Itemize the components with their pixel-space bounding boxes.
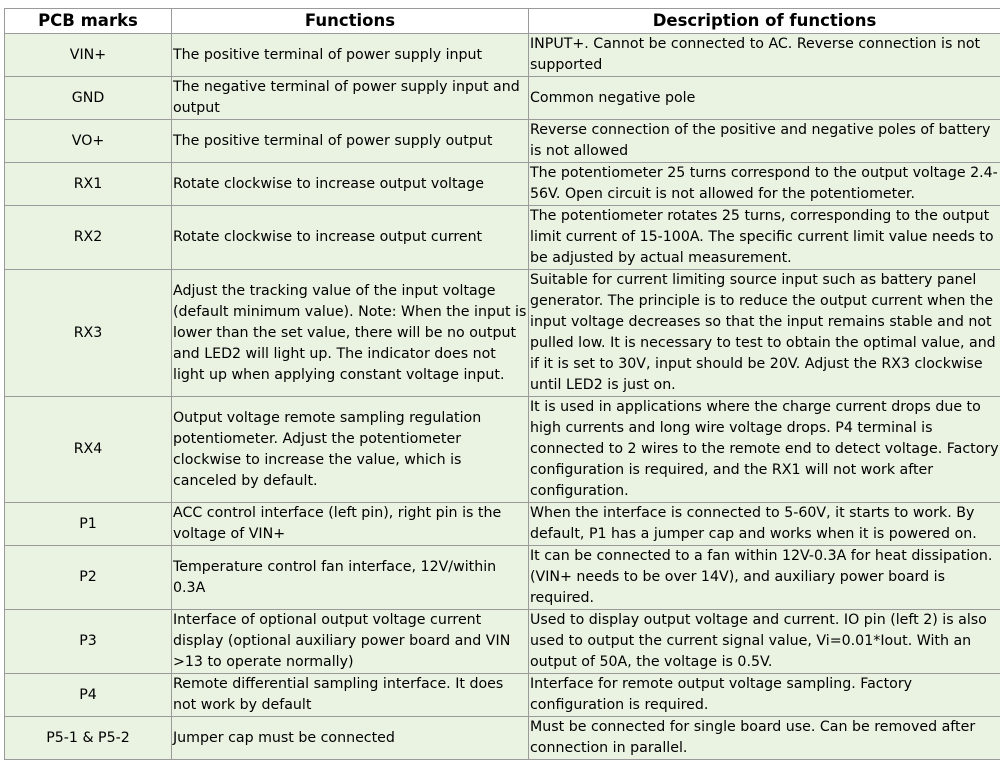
header-functions: Functions: [172, 9, 529, 34]
pcb-mark-cell: RX2: [5, 206, 172, 270]
table-row: [5, 397, 1000, 503]
description-cell: Must be connected for single board use. Can be removed after connection in parallel.: [529, 717, 1000, 760]
table-row: [5, 77, 1000, 120]
description-cell: INPUT+. Cannot be connected to AC. Reverse connection is not supported: [529, 34, 1000, 77]
table-row: [5, 546, 1000, 610]
pcb-mark-cell: RX3: [5, 270, 172, 397]
pcb-mark-cell: P2: [5, 546, 172, 610]
function-cell: ACC control interface (left pin), right pin is the voltage of VIN+: [172, 503, 529, 546]
function-cell: Jumper cap must be connected: [172, 717, 529, 760]
description-cell: Suitable for current limiting source input such as battery panel generator. The principle is to reduce the output current when the input voltage decreases so that the input remains stable and not pulled low. It is necessary to test to obtain the optimal value, and if it is set to 30V, input should be 20V. Adjust the RX3 clockwise until LED2 is just on.: [529, 270, 1000, 397]
function-cell: The positive terminal of power supply input: [172, 34, 529, 77]
pcb-functions-table: [4, 8, 1000, 760]
description-cell: Used to display output voltage and current. IO pin (left 2) is also used to output the current signal value, Vi=0.01*Iout. With an output of 50A, the voltage is 0.5V.: [529, 610, 1000, 674]
description-cell: The potentiometer rotates 25 turns, corresponding to the output limit current of 15-100A. The specific current limit value needs to be adjusted by actual measurement.: [529, 206, 1000, 270]
description-cell: The potentiometer 25 turns correspond to the output voltage 2.4-56V. Open circuit is not allowed for the potentiometer.: [529, 163, 1000, 206]
pcb-mark-cell: GND: [5, 77, 172, 120]
table-row: [5, 270, 1000, 397]
pcb-mark-cell: VO+: [5, 120, 172, 163]
pcb-mark-cell: RX4: [5, 397, 172, 503]
description-cell: It is used in applications where the charge current drops due to high currents and long wire voltage drops. P4 terminal is connected to 2 wires to the remote end to detect voltage. Factory configuration is required, and the RX1 will not work after configuration.: [529, 397, 1000, 503]
description-cell: Reverse connection of the positive and negative poles of battery is not allowed: [529, 120, 1000, 163]
function-cell: Rotate clockwise to increase output voltage: [172, 163, 529, 206]
function-cell: Temperature control fan interface, 12V/within 0.3A: [172, 546, 529, 610]
description-cell: Common negative pole: [529, 77, 1000, 120]
function-cell: Output voltage remote sampling regulation potentiometer. Adjust the potentiometer clockwise to increase the value, which is canceled by default.: [172, 397, 529, 503]
function-cell: The negative terminal of power supply input and output: [172, 77, 529, 120]
description-cell: Interface for remote output voltage sampling. Factory configuration is required.: [529, 674, 1000, 717]
pcb-mark-cell: P1: [5, 503, 172, 546]
table-row: [5, 503, 1000, 546]
header-pcb-marks: PCB marks: [5, 9, 172, 34]
table-row: [5, 120, 1000, 163]
header-row: [5, 9, 1000, 34]
table-row: [5, 206, 1000, 270]
pcb-mark-cell: RX1: [5, 163, 172, 206]
pcb-mark-cell: VIN+: [5, 34, 172, 77]
function-cell: The positive terminal of power supply output: [172, 120, 529, 163]
table-row: [5, 674, 1000, 717]
function-cell: Rotate clockwise to increase output current: [172, 206, 529, 270]
pcb-mark-cell: P3: [5, 610, 172, 674]
pcb-mark-cell: P4: [5, 674, 172, 717]
table-row: [5, 34, 1000, 77]
description-cell: When the interface is connected to 5-60V, it starts to work. By default, P1 has a jumper cap and works when it is powered on.: [529, 503, 1000, 546]
function-cell: Interface of optional output voltage current display (optional auxiliary power board and VIN >13 to operate normally): [172, 610, 529, 674]
table-row: [5, 163, 1000, 206]
pcb-mark-cell: P5-1 & P5-2: [5, 717, 172, 760]
function-cell: Adjust the tracking value of the input voltage (default minimum value). Note: When the input is lower than the set value, there will be no output and LED2 will light up. The indicator does not light up when applying constant voltage input.: [172, 270, 529, 397]
table-row: [5, 717, 1000, 760]
function-cell: Remote differential sampling interface. It does not work by default: [172, 674, 529, 717]
description-cell: It can be connected to a fan within 12V-0.3A for heat dissipation. (VIN+ needs to be over 14V), and auxiliary power board is required.: [529, 546, 1000, 610]
table-row: [5, 610, 1000, 674]
header-description: Description of functions: [529, 9, 1000, 34]
